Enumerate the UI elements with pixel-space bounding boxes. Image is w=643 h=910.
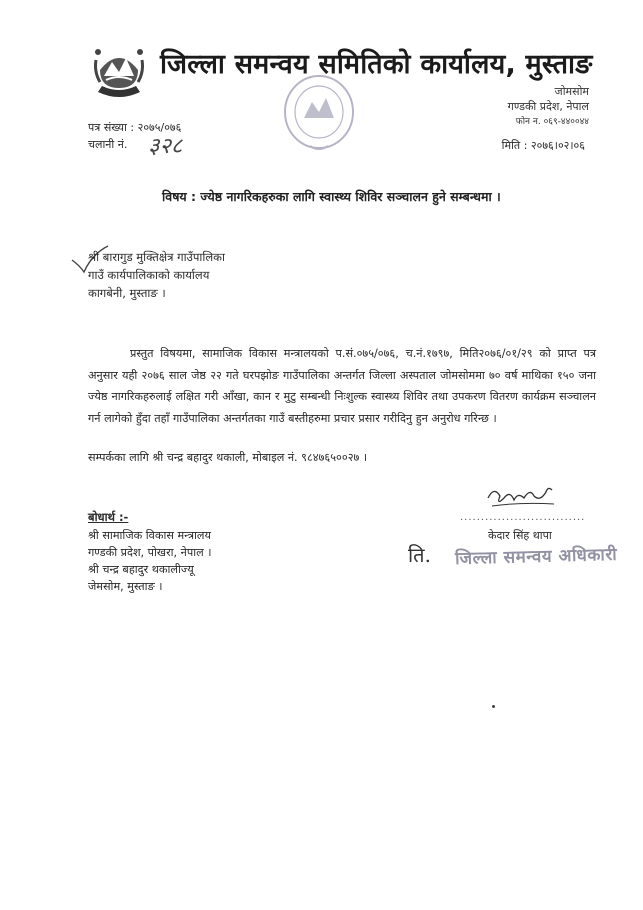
letter-date: मिति : २०७६।०२।०६	[501, 139, 585, 152]
cc-line-4: जेमसोम, मुस्ताङ ।	[88, 580, 163, 593]
recipient-line-1: श्री बारागुड मुक्तिक्षेत्र गाउँपालिका	[88, 250, 225, 264]
designation-rubber-stamp: जिल्ला समन्वय अधिकारी	[454, 544, 618, 570]
signatory-name: केदार सिंह थापा	[488, 529, 552, 542]
dispatch-number-label: चलानी नं.	[88, 138, 128, 151]
office-seal-stamp-icon	[280, 72, 358, 158]
signature-dotted-line: ..............................	[460, 512, 586, 523]
stray-dot	[492, 705, 495, 708]
letter-subject: विषय : ज्येष्ठ नागरिकहरुका लागि स्वास्थ्य शिविर सञ्चालन हुने सम्बन्धमा ।	[162, 189, 501, 204]
cc-line-3: श्री चन्द्र बहादुर थकालीज्यू	[88, 563, 194, 576]
cc-heading: बोधार्थ :-	[88, 510, 129, 524]
recipient-line-3: कागबेनी, मुस्ताङ ।	[88, 286, 166, 300]
cc-line-2: गण्डकी प्रदेश, पोखरा, नेपाल ।	[88, 546, 212, 559]
address-line-2: गण्डकी प्रदेश, नेपाल	[507, 100, 589, 113]
dispatch-number-handwritten: ३२८	[148, 134, 183, 159]
contact-line: सम्पर्कका लागि श्री चन्द्र बहादुर थकाली, मोबाइल नं. ९८४७६५००२७ ।	[88, 451, 368, 464]
reference-number: पत्र संख्या : २०७५/०७६	[88, 121, 182, 134]
ti-mark: ति.	[408, 543, 431, 567]
handwritten-signature-icon	[482, 480, 562, 514]
recipient-line-2: गाउँ कार्यपालिकाको कार्यालय	[88, 268, 210, 282]
phone-number: फोन न. ०६९-४४००४४	[515, 117, 589, 127]
cc-line-1: श्री सामाजिक विकास मन्त्रालय	[88, 529, 211, 542]
letter-body: प्रस्तुत विषयमा, सामाजिक विकास मन्त्रालयको प.सं.०७५/०७६, च.नं.१७९७, मिति२०७६/०१/२९ को प्राप्त पत्र अनुसार यही २०७६ साल जेष्ठ २२ गते घरपझोङ गाउँपालिका अन्तर्गत जिल्ला अस्पताल जोमसोममा ७० वर्ष माथिका १५० जना ज्येष्ठ नागरिकहरुलाई लक्षित गरी आँखा, कान र मुटु सम्बन्धी निःशुल्क स्वास्थ्य शिविर तथा उपकरण वितरण कार्यक्रम सञ्चालन गर्न लागेको हुँदा तहाँ गाउँपालिका अन्तर्गतका गाउँ बस्तीहरुमा प्रचार प्रसार गरीदिनु हुन अनुरोध गरिन्छ ।	[88, 347, 596, 425]
address-line-1: जोमसोम	[554, 85, 589, 98]
office-title: जिल्ला समन्वय समितिको कार्यालय, मुस्ताङ	[160, 49, 593, 80]
government-emblem-icon	[90, 42, 148, 102]
